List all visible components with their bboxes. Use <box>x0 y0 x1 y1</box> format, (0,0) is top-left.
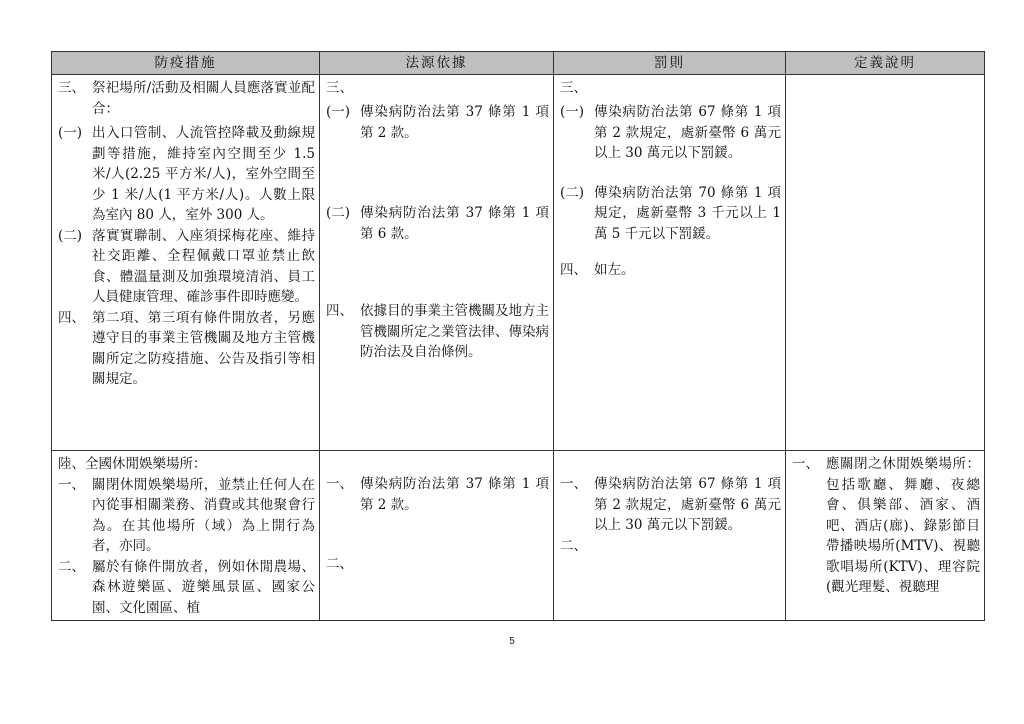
list-item: (一) 傳染病防治法第 37 條第 1 項第 2 款。 <box>326 104 549 141</box>
measures-cell <box>52 451 320 621</box>
section-heading: 陸、全國休閒娛樂場所： <box>58 456 207 472</box>
table-row <box>52 75 985 451</box>
list-item: (二) 傳染病防治法第 70 條第 1 項規定，處新臺幣 3 千元以上 1 萬 5 千元以下罰鍰。 <box>560 184 781 242</box>
list-item: 四、 第二項、第三項有條件開放者，另應遵守目的事業主管機關及地方主管機關所定之防疫措施、公告及指引等相關規定。 <box>58 309 315 387</box>
header-definition: 定義說明 <box>786 52 985 75</box>
definition-cell <box>786 451 985 621</box>
header-row <box>52 52 985 75</box>
list-item: (一) 傳染病防治法第 67 條第 1 項第 2 款規定，處新臺幣 6 萬元以上 30 萬元以下罰鍰。 <box>560 104 781 161</box>
measures-table <box>51 51 985 621</box>
list-item: (二) 落實實聯制、入座須採梅花座、維持社交距離、全程佩戴口罩並禁止飲食、體溫量測及加強環境清消、員工人員健康管理、確診事件即時應變。 <box>58 227 315 305</box>
list-item: 三、 祭祀場所/活動及相關人員應落實並配合： <box>58 80 315 117</box>
list-item: (二) 傳染病防治法第 37 條第 1 項第 6 款。 <box>326 205 549 242</box>
legal-basis-cell: 三、 (一) 傳染病防治法第 37 條第 1 項第 2 款。 (二) 傳染病防治法第 37 條第 1 項第 6 款。 四、 依據目的事業主管機關及地方主管機關所定之業管法律、傳染病防治法及自治條例。 <box>320 75 554 451</box>
list-item: 一、 應關閉之休閒娛樂場所：包括歌廳、舞廳、夜總會、俱樂部、酒家、酒吧、酒店(廊)、錄影節目帶播映場所(MTV)、視聽歌唱場所(KTV)、理容院(觀光理髮、視聽理 <box>792 456 980 595</box>
list-item: 一、 關閉休閒娛樂場所，並禁止任何人在內從事相關業務、消費或其他聚會行為。在其他場所（域）為上開行為者，亦同。 <box>58 476 315 554</box>
page-number: 5 <box>509 636 515 647</box>
measures-cell <box>52 75 320 451</box>
list-item: 一、 傳染病防治法第 67 條第 1 項第 2 款規定，處新臺幣 6 萬元以上 30 萬元以下罰鍰。 <box>560 476 781 533</box>
list-item: 四、 依據目的事業主管機關及地方主管機關所定之業管法律、傳染病防治法及自治條例。 <box>326 303 549 360</box>
header-measures: 防疫措施 <box>52 52 320 75</box>
header-legal-basis: 法源依據 <box>320 52 554 75</box>
legal-basis-cell: 一、 傳染病防治法第 37 條第 1 項第 2 款。 二、 <box>320 451 554 621</box>
definition-cell <box>786 75 985 451</box>
list-item: 四、 如左。 <box>560 262 635 278</box>
penalty-cell: 三、 (一) 傳染病防治法第 67 條第 1 項第 2 款規定，處新臺幣 6 萬元以上 30 萬元以下罰鍰。 (二) 傳染病防治法第 70 條第 1 項規定，處新臺幣 3 千元以上 1 萬 5 千元以下罰鍰。 四、 如左。 <box>554 75 786 451</box>
penalty-cell: 一、 傳染病防治法第 67 條第 1 項第 2 款規定，處新臺幣 6 萬元以上 30 萬元以下罰鍰。 二、 <box>554 451 786 621</box>
table-row <box>52 451 985 621</box>
header-penalty: 罰則 <box>554 52 786 75</box>
list-item: 二、 屬於有條件開放者，例如休閒農場、森林遊樂區、遊樂風景區、國家公園、文化園區、植 <box>58 558 315 616</box>
list-item: 一、 傳染病防治法第 37 條第 1 項第 2 款。 <box>326 476 549 513</box>
list-item: (一) 出入口管制、人流管控降載及動線規劃等措施，維持室內空間至少 1.5 米/人(2.25 平方米/人)，室外空間至少 1 米/人(1 平方米/人)。人數上限為室內 80 人，室外 300 人。 <box>58 125 315 223</box>
